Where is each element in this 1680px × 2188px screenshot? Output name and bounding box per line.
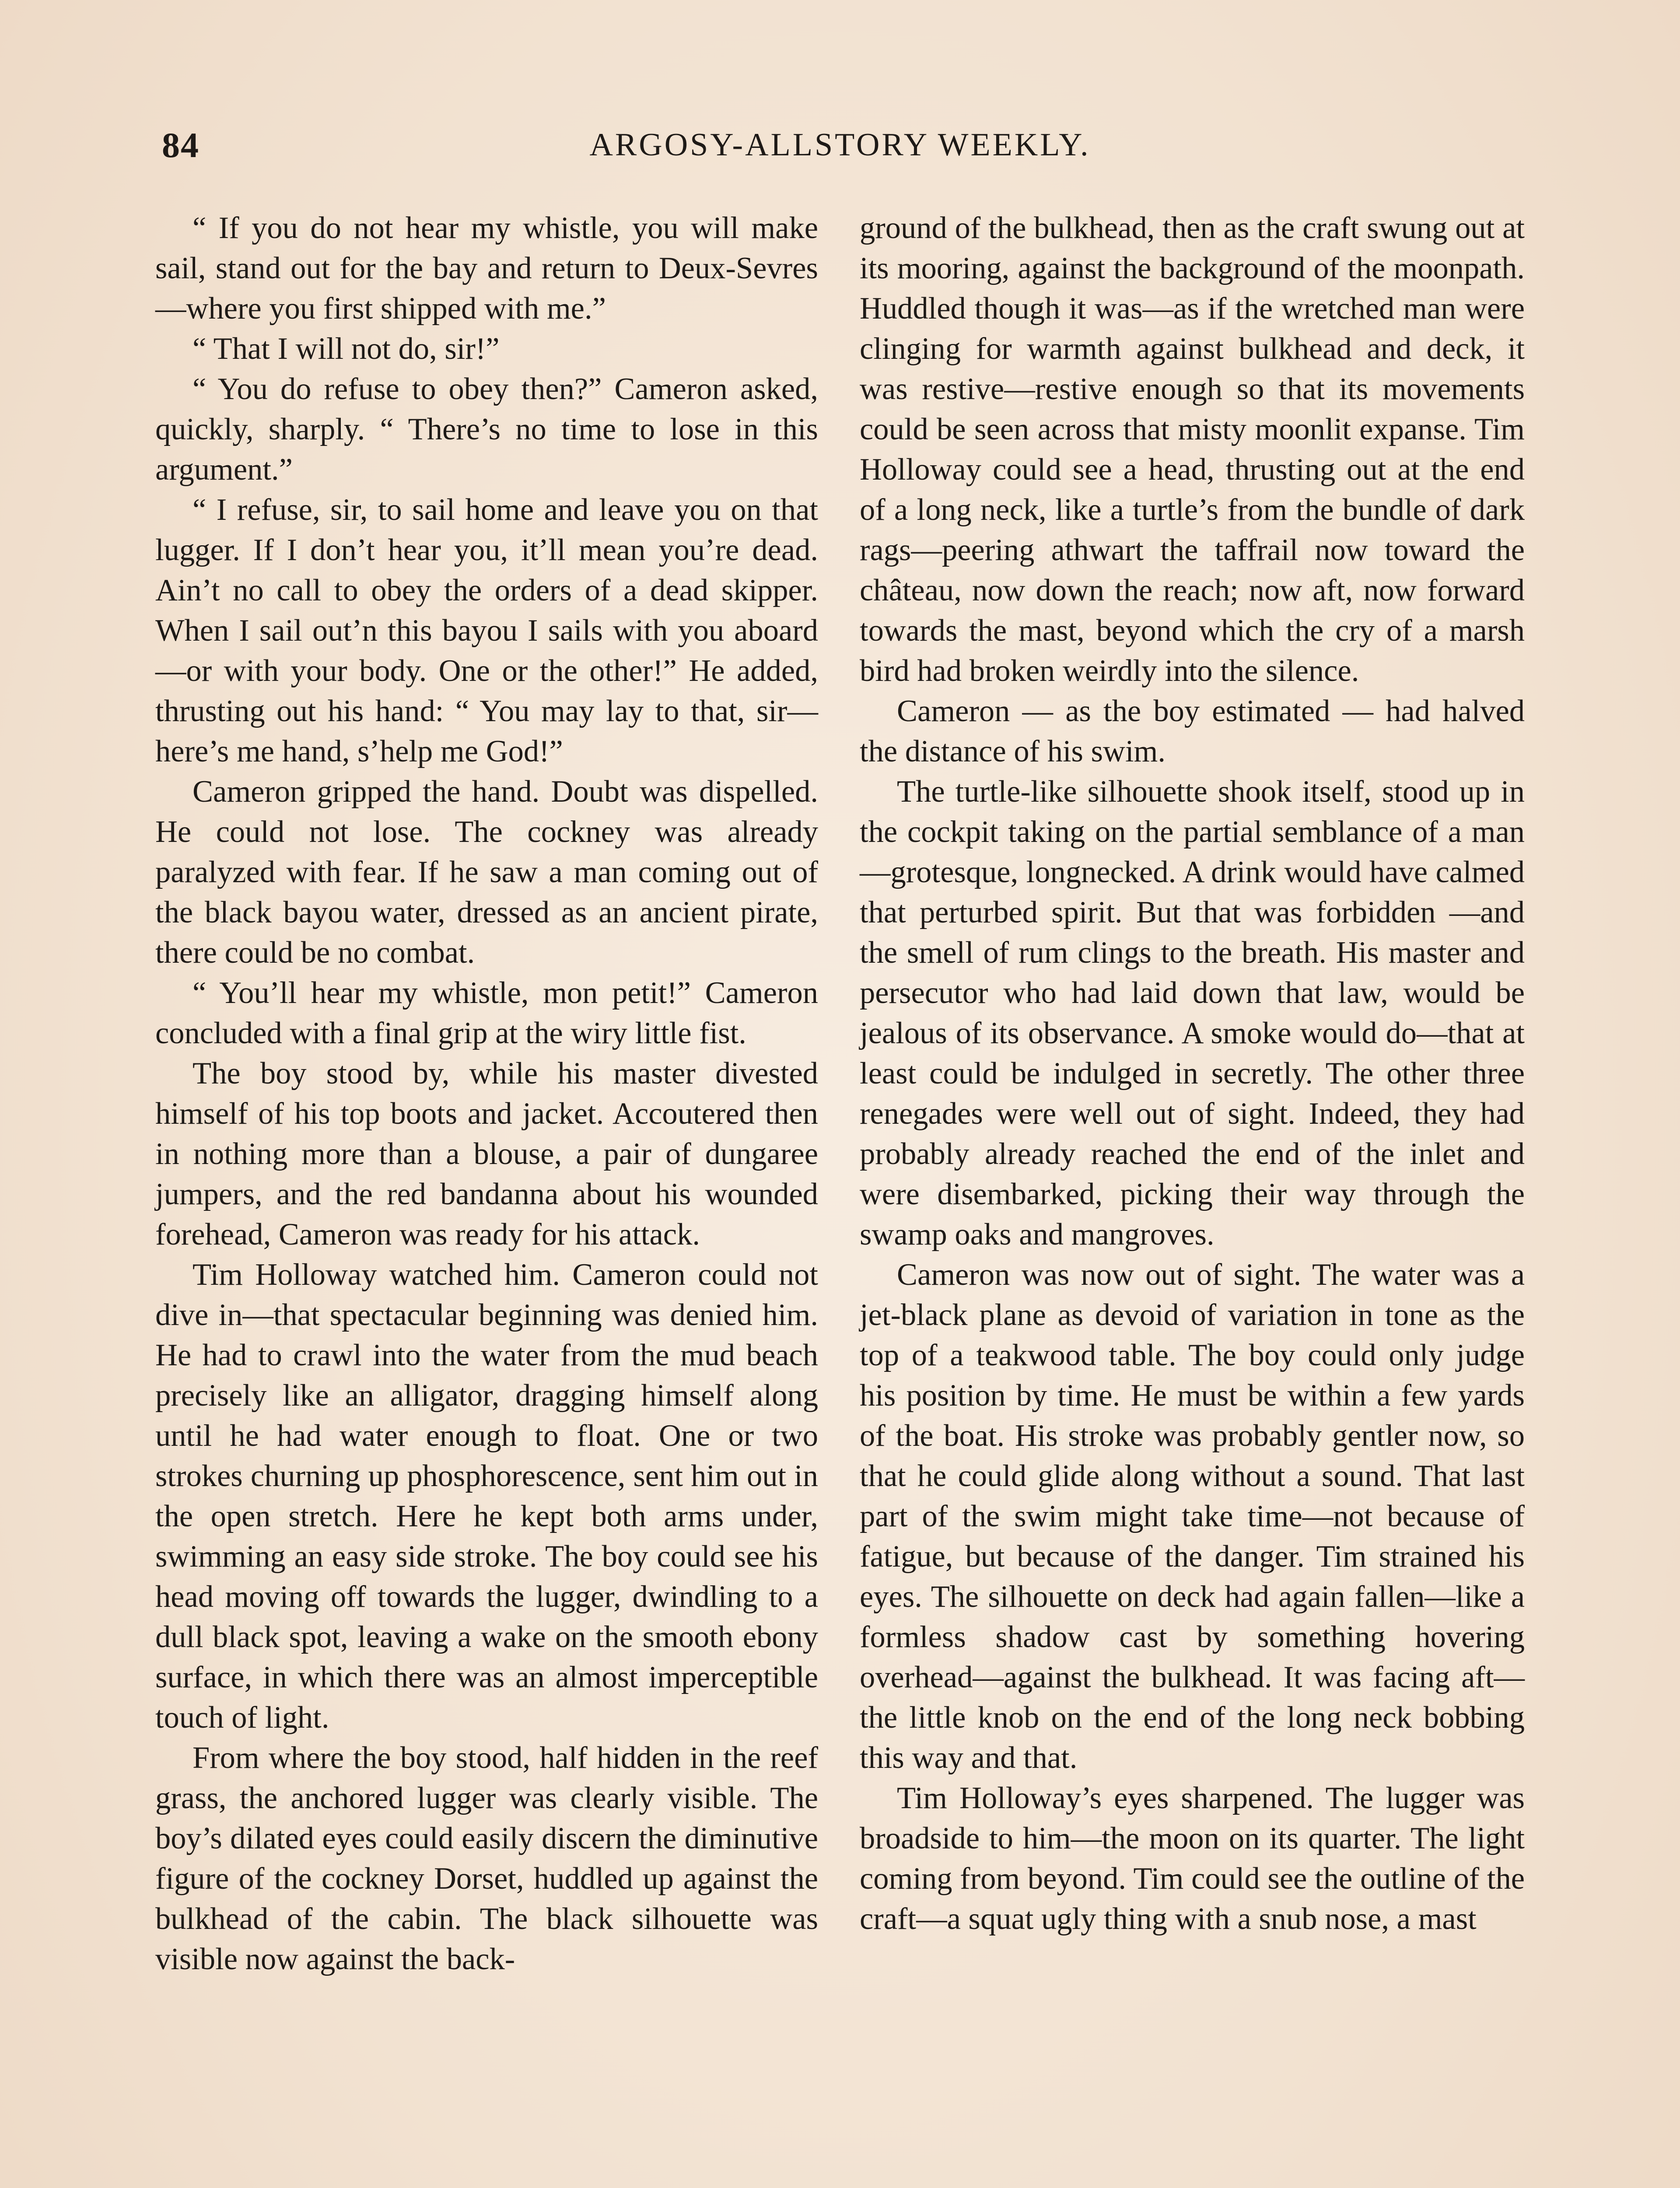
right-column <box>860 208 1525 2188</box>
page-header <box>162 125 1518 186</box>
paragraph: Tim Holloway watched him. Cameron could not dive in—that spectacular beginning was denied him. He had to crawl into the water from the mud beach precisely like an alligator, dragging himself along until he had water enough to float. One or two strokes churning up phosphorescence, sent him out in the open stretch. Here he kept both arms under, swimming an easy side stroke. The boy could see his head moving off towards the lugger, dwindling to a dull black spot, leaving a wake on the smooth ebony surface, in which there was an almost imperceptible touch of light. <box>155 1258 818 1735</box>
paragraph: “ If you do not hear my whistle, you will make sail, stand out for the bay and return to Deux-Sevres—where you first shipped with me.” <box>155 211 818 326</box>
paragraph: “ You do refuse to obey then?” Cameron asked, quickly, sharply. “ There’s no time to lose in this argument.” <box>155 372 818 487</box>
paragraph: “ You’ll hear my whistle, mon petit!” Cameron concluded with a final grip at the wiry little fist. <box>155 976 818 1050</box>
paragraph: The boy stood by, while his master divested himself of his top boots and jacket. Accoutered then in nothing more than a blouse, a pair of dungaree jumpers, and the red bandanna about his wounded forehead, Cameron was ready for his attack. <box>155 1056 818 1252</box>
paragraph: “ That I will not do, sir!” <box>192 332 500 366</box>
left-column <box>155 208 818 2188</box>
running-title: ARGOSY-ALLSTORY WEEKLY. <box>589 127 1091 163</box>
paragraph: From where the boy stood, half hidden in the reef grass, the anchored lugger was clearly visible. The boy’s dilated eyes could easily discern the diminutive figure of the cockney Dorset, huddled up against the bulkhead of the cabin. The black silhouette was visible now against the back- <box>155 1741 818 1976</box>
paragraph: Tim Holloway’s eyes sharpened. The lugger was broadside to him—the moon on its quarter. The light coming from beyond. Tim could see the outline of the craft—a squat ugly thing with a snub nose, a mast <box>860 1781 1525 1936</box>
paragraph: “ I refuse, sir, to sail home and leave you on that lugger. If I don’t hear you, it’ll mean you’re dead. Ain’t no call to obey the orders of a dead skipper. When I sail out’n this bayou I sails with you aboard—or with your body. One or the other!” He added, thrusting out his hand: “ You may lay to that, sir—here’s me hand, s’help me God!” <box>155 493 818 768</box>
page-number: 84 <box>162 125 200 165</box>
paragraph: Cameron was now out of sight. The water was a jet-black plane as devoid of variation in tone as the top of a teakwood table. The boy could only judge his position by time. He must be within a few yards of the boat. His stroke was probably gentler now, so that he could glide along without a sound. That last part of the swim might take time—not because of fatigue, but because of the danger. Tim strained his eyes. The silhouette on deck had again fallen—like a formless shadow cast by something hovering overhead—against the bulkhead. It was facing aft—the little knob on the end of the long neck bobbing this way and that. <box>860 1258 1525 1775</box>
paragraph: Cameron — as the boy estimated — had halved the distance of his swim. <box>860 694 1525 768</box>
paragraph: ground of the bulkhead, then as the craft swung out at its mooring, against the background of the moonpath. Huddled though it was—as if the wretched man were clinging for warmth against bulkhead and deck, it was restive—restive enough so that its movements could be seen across that misty moonlit expanse. Tim Holloway could see a head, thrusting out at the end of a long neck, like a turtle’s from the bundle of dark rags—peering athwart the taffrail now toward the château, now down the reach; now aft, now forward towards the mast, beyond which the cry of a marsh bird had broken weirdly into the silence. <box>860 211 1525 688</box>
paragraph: The turtle-like silhouette shook itself, stood up in the cockpit taking on the partial semblance of a man—grotesque, longnecked. A drink would have calmed that perturbed spirit. But that was forbidden —and the smell of rum clings to the breath. His master and persecutor who had laid down that law, would be jealous of its observance. A smoke would do—that at least could be indulged in secretly. The other three renegades were well out of sight. Indeed, they had probably already reached the end of the inlet and were disembarked, picking their way through the swamp oaks and mangroves. <box>860 775 1525 1252</box>
paragraph: Cameron gripped the hand. Doubt was dispelled. He could not lose. The cockney was already paralyzed with fear. If he saw a man coming out of the black bayou water, dressed as an ancient pirate, there could be no combat. <box>155 775 818 970</box>
